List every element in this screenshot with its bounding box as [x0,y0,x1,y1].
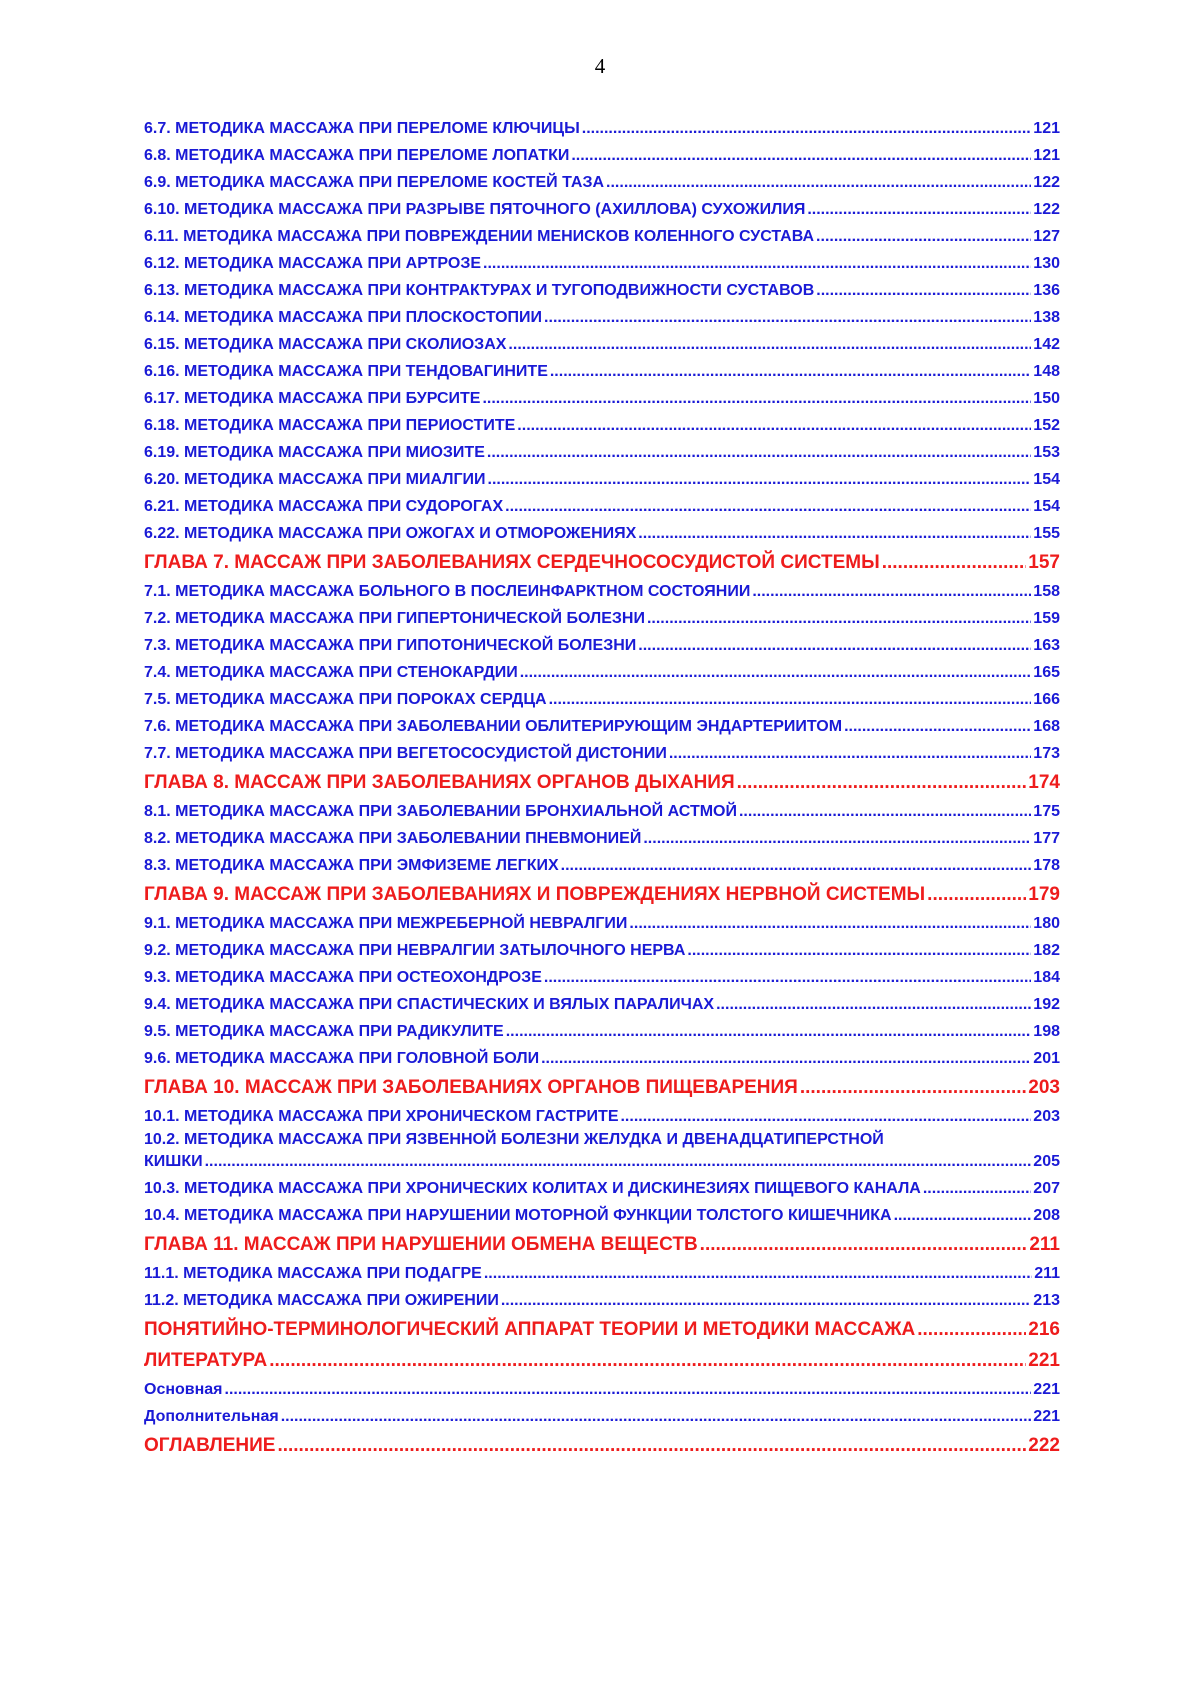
toc-entry-title: 6.21. МЕТОДИКА МАССАЖА ПРИ СУДОРОГАХ [144,498,504,515]
toc-entry[interactable] [144,329,1060,356]
toc-entry[interactable] [144,935,1060,962]
toc-entry[interactable] [144,711,1060,738]
dot-leader [923,1180,1031,1200]
toc-entry[interactable] [144,464,1060,491]
toc-entry-page: 211 [1029,1234,1060,1255]
toc-entry-page: 168 [1033,718,1060,735]
toc-entry-page: 174 [1028,772,1060,793]
toc-entry-page: 184 [1033,969,1060,986]
toc-entry-title: 6.10. МЕТОДИКА МАССАЖА ПРИ РАЗРЫВЕ ПЯТОЧНОГО (АХИЛЛОВА) СУХОЖИЛИЯ [144,201,806,218]
toc-entry-page: 213 [1033,1292,1060,1309]
toc-entry-title: 8.1. МЕТОДИКА МАССАЖА ПРИ ЗАБОЛЕВАНИИ БРОНХИАЛЬНОЙ АСТМОЙ [144,803,737,820]
toc-entry-title: Основная [144,1381,223,1398]
toc-entry-page: 154 [1033,498,1060,515]
toc-entry[interactable] [144,410,1060,437]
toc-entry-title-continued: КИШКИ [144,1153,203,1170]
toc-entry-page: 216 [1028,1319,1060,1340]
toc-entry[interactable] [144,302,1060,329]
toc-entry-title: 6.22. МЕТОДИКА МАССАЖА ПРИ ОЖОГАХ И ОТМОРОЖЕНИЯХ [144,525,637,542]
toc-entry-title: 6.18. МЕТОДИКА МАССАЖА ПРИ ПЕРИОСТИТЕ [144,417,516,434]
toc-entry-page: 192 [1033,996,1060,1013]
toc-entry-page: 207 [1033,1180,1060,1197]
toc-entry-title: 6.9. МЕТОДИКА МАССАЖА ПРИ ПЕРЕЛОМЕ КОСТЕЙ ТАЗА [144,174,605,191]
toc-entry-page: 182 [1033,942,1060,959]
dot-leader [544,969,1031,989]
toc-entry-title: 9.2. МЕТОДИКА МАССАЖА ПРИ НЕВРАЛГИИ ЗАТЫЛОЧНОГО НЕРВА [144,942,686,959]
toc-entry-page: 121 [1033,120,1060,137]
dot-leader [606,174,1031,194]
toc-entry[interactable] [144,113,1060,140]
dot-leader [488,471,1032,491]
dot-leader [638,637,1031,657]
toc-entry-page: 157 [1028,552,1060,573]
toc-entry-page: 198 [1033,1023,1060,1040]
dot-leader [643,830,1031,850]
toc-entry[interactable] [144,1173,1060,1200]
toc-entry-page: 211 [1034,1265,1060,1282]
toc-entry[interactable] [144,221,1060,248]
dot-leader [700,1234,1028,1258]
toc-entry-title: 10.3. МЕТОДИКА МАССАЖА ПРИ ХРОНИЧЕСКИХ КОЛИТАХ И ДИСКИНЕЗИЯХ ПИЩЕВОГО КАНАЛА [144,1180,921,1197]
toc-entry-title: 6.14. МЕТОДИКА МАССАЖА ПРИ ПЛОСКОСТОПИИ [144,309,543,326]
toc-entry[interactable] [144,1258,1060,1285]
toc-entry-page: 152 [1033,417,1060,434]
toc-entry[interactable] [144,518,1060,545]
dot-leader [800,1077,1026,1101]
dot-leader [687,942,1031,962]
toc-entry-page: 165 [1033,664,1060,681]
toc-entry-page: 177 [1033,830,1060,847]
toc-entry[interactable] [144,248,1060,275]
toc-entry-page: 150 [1033,390,1060,407]
toc-chapter-entry[interactable] [144,1428,1060,1459]
dot-leader [520,664,1032,684]
toc-entry-title: ГЛАВА 7. МАССАЖ ПРИ ЗАБОЛЕВАНИЯХ СЕРДЕЧНОСОСУДИСТОЙ СИСТЕМЫ [144,552,880,573]
toc-entry[interactable] [144,167,1060,194]
dot-leader [737,772,1027,796]
toc-entry[interactable] [144,1016,1060,1043]
dot-leader [894,1207,1032,1227]
toc-entry-title: ГЛАВА 8. МАССАЖ ПРИ ЗАБОЛЕВАНИЯХ ОРГАНОВ ДЫХАНИЯ [144,772,735,793]
toc-entry-title: 7.5. МЕТОДИКА МАССАЖА ПРИ ПОРОКАХ СЕРДЦА [144,691,547,708]
toc-entry[interactable] [144,491,1060,518]
toc-entry[interactable] [144,1128,1060,1173]
toc-entry-page: 158 [1033,583,1060,600]
toc-entry-title: 6.15. МЕТОДИКА МАССАЖА ПРИ СКОЛИОЗАХ [144,336,507,353]
dot-leader [882,552,1027,576]
toc-entry-title: 7.6. МЕТОДИКА МАССАЖА ПРИ ЗАБОЛЕВАНИИ ОБЛИТЕРИРУЮЩИМ ЭНДАРТЕРИИТОМ [144,718,843,735]
toc-entry[interactable] [144,356,1060,383]
toc-entry[interactable] [144,796,1060,823]
toc-entry-page: 201 [1033,1050,1060,1067]
toc-entry-page: 173 [1033,745,1060,762]
dot-leader [739,803,1031,823]
toc-chapter-entry[interactable] [144,1227,1060,1258]
toc-entry[interactable] [144,657,1060,684]
toc-entry-title: 6.16. МЕТОДИКА МАССАЖА ПРИ ТЕНДОВАГИНИТЕ [144,363,548,380]
toc-chapter-entry[interactable] [144,877,1060,908]
toc-entry[interactable] [144,1401,1060,1428]
toc-entry[interactable] [144,383,1060,410]
toc-entry-page: 130 [1033,255,1060,272]
dot-leader [669,745,1031,765]
toc-entry-title: 7.2. МЕТОДИКА МАССАЖА ПРИ ГИПЕРТОНИЧЕСКОЙ БОЛЕЗНИ [144,610,645,627]
dot-leader [508,336,1031,356]
toc-entry-title: 10.4. МЕТОДИКА МАССАЖА ПРИ НАРУШЕНИИ МОТОРНОЙ ФУНКЦИИ ТОЛСТОГО КИШЕЧНИКА [144,1207,892,1224]
dot-leader [807,201,1031,221]
toc-entry-title: 6.17. МЕТОДИКА МАССАЖА ПРИ БУРСИТЕ [144,390,481,407]
toc-entry-page: 159 [1033,610,1060,627]
dot-leader [544,309,1031,329]
toc-entry-title: ГЛАВА 9. МАССАЖ ПРИ ЗАБОЛЕВАНИЯХ И ПОВРЕЖДЕНИЯХ НЕРВНОЙ СИСТЕМЫ [144,884,926,905]
toc-entry-page: 153 [1033,444,1060,461]
dot-leader [571,147,1031,167]
dot-leader [505,498,1031,518]
toc-entry-title: 9.3. МЕТОДИКА МАССАЖА ПРИ ОСТЕОХОНДРОЗЕ [144,969,542,986]
toc-entry-title: 6.20. МЕТОДИКА МАССАЖА ПРИ МИАЛГИИ [144,471,486,488]
toc-entry[interactable] [144,823,1060,850]
toc-entry[interactable] [144,437,1060,464]
toc-entry-page: 222 [1028,1435,1060,1456]
dot-leader [487,444,1031,464]
toc-entry-page: 180 [1033,915,1060,932]
toc-entry-title: ГЛАВА 11. МАССАЖ ПРИ НАРУШЕНИИ ОБМЕНА ВЕЩЕСТВ [144,1234,698,1255]
dot-leader [483,255,1031,275]
toc-entry-title: 6.12. МЕТОДИКА МАССАЖА ПРИ АРТРОЗЕ [144,255,482,272]
dot-leader [816,282,1031,302]
table-of-contents [144,113,1060,1459]
toc-entry-page: 148 [1033,363,1060,380]
toc-entry[interactable] [144,1101,1060,1128]
dot-leader [620,1108,1031,1128]
toc-entry-page: 221 [1033,1381,1060,1398]
dot-leader [225,1381,1032,1401]
toc-entry[interactable] [144,908,1060,935]
toc-entry-page: 127 [1033,228,1060,245]
toc-entry-title: 9.4. МЕТОДИКА МАССАЖА ПРИ СПАСТИЧЕСКИХ И ВЯЛЫХ ПАРАЛИЧАХ [144,996,715,1013]
dot-leader [281,1408,1032,1428]
dot-leader [927,884,1026,908]
dot-leader [917,1319,1026,1343]
toc-entry[interactable] [144,962,1060,989]
toc-entry-page: 208 [1033,1207,1060,1224]
dot-leader [550,363,1031,383]
toc-entry[interactable] [144,630,1060,657]
toc-entry-page: 155 [1033,525,1060,542]
toc-entry-page: 221 [1028,1350,1060,1371]
dot-leader [501,1292,1031,1312]
toc-entry-title: 7.3. МЕТОДИКА МАССАЖА ПРИ ГИПОТОНИЧЕСКОЙ БОЛЕЗНИ [144,637,637,654]
toc-entry-title: ПОНЯТИЙНО-ТЕРМИНОЛОГИЧЕСКИЙ АППАРАТ ТЕОРИИ И МЕТОДИКИ МАССАЖА [144,1319,916,1340]
toc-entry-title: 9.5. МЕТОДИКА МАССАЖА ПРИ РАДИКУЛИТЕ [144,1023,504,1040]
toc-entry-title: 6.11. МЕТОДИКА МАССАЖА ПРИ ПОВРЕЖДЕНИИ МЕНИСКОВ КОЛЕННОГО СУСТАВА [144,228,815,245]
toc-entry-title: ОГЛАВЛЕНИЕ [144,1435,276,1456]
toc-entry[interactable] [144,1200,1060,1227]
toc-entry-page: 175 [1033,803,1060,820]
toc-entry-title: 11.1. МЕТОДИКА МАССАЖА ПРИ ПОДАГРЕ [144,1265,482,1282]
toc-entry[interactable] [144,989,1060,1016]
dot-leader [541,1050,1031,1070]
toc-entry-title: 7.4. МЕТОДИКА МАССАЖА ПРИ СТЕНОКАРДИИ [144,664,518,681]
toc-entry[interactable] [144,738,1060,765]
toc-entry-page: 166 [1033,691,1060,708]
toc-entry-page: 136 [1033,282,1060,299]
toc-entry-page: 121 [1033,147,1060,164]
toc-entry-title: 6.8. МЕТОДИКА МАССАЖА ПРИ ПЕРЕЛОМЕ ЛОПАТКИ [144,147,570,164]
toc-entry[interactable] [144,850,1060,877]
toc-entry[interactable] [144,603,1060,630]
dot-leader [582,120,1032,140]
dot-leader [205,1153,1032,1173]
toc-entry-title: 6.19. МЕТОДИКА МАССАЖА ПРИ МИОЗИТЕ [144,444,485,461]
toc-chapter-entry[interactable] [144,1070,1060,1101]
toc-entry-title: 8.3. МЕТОДИКА МАССАЖА ПРИ ЭМФИЗЕМЕ ЛЕГКИХ [144,857,559,874]
dot-leader [816,228,1031,248]
toc-entry-title: Дополнительная [144,1408,279,1425]
toc-entry-title: 9.6. МЕТОДИКА МАССАЖА ПРИ ГОЛОВНОЙ БОЛИ [144,1050,540,1067]
toc-entry-title: 10.2. МЕТОДИКА МАССАЖА ПРИ ЯЗВЕННОЙ БОЛЕЗНИ ЖЕЛУДКА И ДВЕНАДЦАТИПЕРСТНОЙ [144,1131,884,1148]
toc-entry-page: 179 [1028,884,1060,905]
toc-chapter-entry[interactable] [144,545,1060,576]
toc-entry-title: 7.7. МЕТОДИКА МАССАЖА ПРИ ВЕГЕТОСОСУДИСТОЙ ДИСТОНИИ [144,745,667,762]
dot-leader [482,390,1031,410]
toc-entry-page: 154 [1033,471,1060,488]
toc-entry-title: 7.1. МЕТОДИКА МАССАЖА БОЛЬНОГО В ПОСЛЕИНФАРКТНОМ СОСТОЯНИИ [144,583,751,600]
toc-entry-page: 138 [1033,309,1060,326]
toc-entry[interactable] [144,140,1060,167]
toc-entry-page: 203 [1028,1077,1060,1098]
dot-leader [844,718,1031,738]
toc-entry-title: ЛИТЕРАТУРА [144,1350,268,1371]
toc-entry[interactable] [144,576,1060,603]
dot-leader [484,1265,1032,1285]
dot-leader [629,915,1031,935]
dot-leader [716,996,1031,1016]
toc-entry-title: 8.2. МЕТОДИКА МАССАЖА ПРИ ЗАБОЛЕВАНИИ ПНЕВМОНИЕЙ [144,830,642,847]
toc-entry-page: 203 [1033,1108,1060,1125]
dot-leader [647,610,1031,630]
toc-entry[interactable] [144,1374,1060,1401]
toc-entry-page: 163 [1033,637,1060,654]
dot-leader [549,691,1032,711]
toc-entry[interactable] [144,194,1060,221]
toc-entry-title: 9.1. МЕТОДИКА МАССАЖА ПРИ МЕЖРЕБЕРНОЙ НЕВРАЛГИИ [144,915,628,932]
toc-chapter-entry[interactable] [144,1312,1060,1343]
toc-entry[interactable] [144,684,1060,711]
toc-entry-title: 6.7. МЕТОДИКА МАССАЖА ПРИ ПЕРЕЛОМЕ КЛЮЧИЦЫ [144,120,580,137]
toc-entry-title: 11.2. МЕТОДИКА МАССАЖА ПРИ ОЖИРЕНИИ [144,1292,499,1309]
toc-entry-title: 10.1. МЕТОДИКА МАССАЖА ПРИ ХРОНИЧЕСКОМ ГАСТРИТЕ [144,1108,619,1125]
toc-entry-page: 122 [1033,201,1060,218]
toc-entry-page: 142 [1033,336,1060,353]
dot-leader [752,583,1031,603]
toc-entry-page: 205 [1033,1153,1060,1170]
page-number: 4 [594,54,606,78]
toc-entry-title: 6.13. МЕТОДИКА МАССАЖА ПРИ КОНТРАКТУРАХ И ТУГОПОДВИЖНОСТИ СУСТАВОВ [144,282,815,299]
dot-leader [638,525,1031,545]
toc-entry[interactable] [144,275,1060,302]
dot-leader [269,1350,1026,1374]
toc-entry[interactable] [144,1285,1060,1312]
dot-leader [277,1435,1026,1459]
toc-chapter-entry[interactable] [144,765,1060,796]
dot-leader [517,417,1031,437]
toc-entry-title: ГЛАВА 10. МАССАЖ ПРИ ЗАБОЛЕВАНИЯХ ОРГАНОВ ПИЩЕВАРЕНИЯ [144,1077,798,1098]
toc-entry-page: 221 [1033,1408,1060,1425]
toc-entry-page: 122 [1033,174,1060,191]
toc-entry-page: 178 [1033,857,1060,874]
dot-leader [506,1023,1032,1043]
toc-entry[interactable] [144,1043,1060,1070]
dot-leader [561,857,1032,877]
toc-chapter-entry[interactable] [144,1343,1060,1374]
